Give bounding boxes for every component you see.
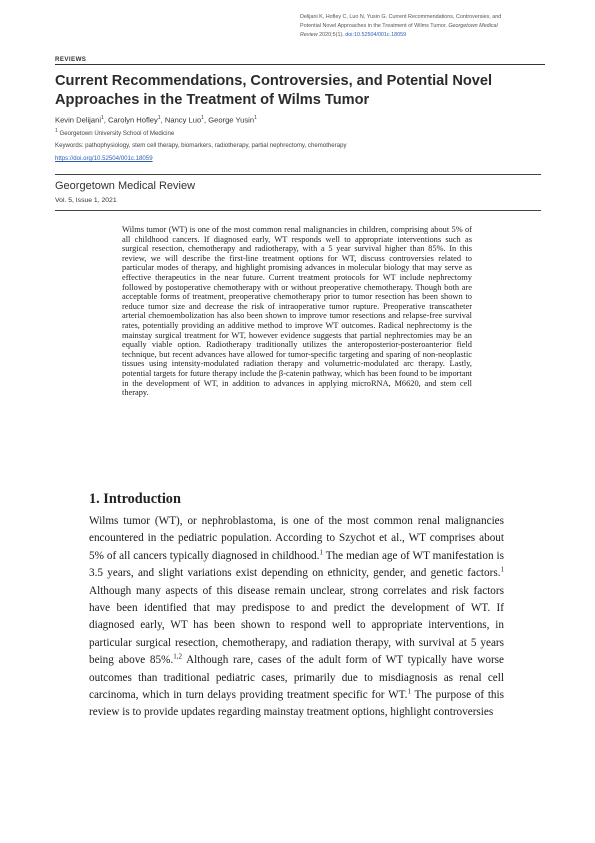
- author-name[interactable]: Kevin Delijani: [55, 115, 102, 125]
- intro-text-3: Although many aspects of this disease remain unclear, strong correlates and risk factors have been identified that may predispose to and predict the development of WT. If diagnosed early, WT has been shown to respond well to appropriate interventions, in particular surgical resection, chemotherapy, and radiation therapy, with survival at 5 years being above 85%.: [89, 584, 504, 667]
- running-head-citation-line2: [300, 22, 545, 31]
- running-head-doi-link[interactable]: doi:10.52504/001c.18059: [345, 31, 407, 38]
- intro-text-4: Although rare, cases of the adult form of WT typically have worse outcomes than traditional pediatric cases, primarily due to misdiagnosis as renal cell carcinoma, which in turn delays providing treatment specific for WT.: [89, 654, 504, 702]
- running-head-journal-cont: Review: [300, 31, 318, 38]
- author-name[interactable]: Nancy Luo: [164, 115, 202, 125]
- intro-text-1: Wilms tumor (WT), or nephroblastoma, is one of the most common renal malignancies encountered in the pediatric population. According to Szychot et al., WT comprises about 5% of all cancers typically diagnosed in childhood.: [89, 515, 504, 562]
- journal-name: Georgetown Medical Review: [55, 180, 196, 192]
- keywords-text: pathophysiology, stem cell therapy, biomarkers, radiotherapy, partial nephrectomy, chemotherapy: [83, 142, 347, 149]
- running-head-journal: Georgetown Medical: [448, 22, 498, 29]
- keywords: [55, 142, 545, 149]
- masthead-top-rule: [55, 174, 541, 175]
- running-head-citation-line3: [300, 31, 545, 40]
- running-head-volume: 2020;5(1).: [317, 31, 346, 38]
- running-head-citation: Delijani K, Hofley C, Luo N, Yusin G. Current Recommendations, Controversies, and: [300, 14, 502, 20]
- section-label: REVIEWS: [55, 56, 87, 63]
- running-head: [300, 13, 545, 39]
- affiliation-marker: 1: [55, 128, 58, 134]
- affiliation: [55, 128, 545, 137]
- running-head-title: Potential Novel Approaches in the Treatment of Wilms Tumor.: [300, 22, 449, 29]
- introduction-paragraph: [89, 513, 504, 843]
- citation-ref[interactable]: 1: [500, 565, 504, 574]
- author-affiliation-marker: 1: [201, 115, 204, 121]
- keywords-label: Keywords:: [55, 142, 84, 149]
- author-affiliation-marker: 1: [254, 115, 257, 121]
- author-affiliation-marker: 1: [157, 115, 161, 121]
- article-title: Current Recommendations, Controversies, and Potential Novel Approaches in the Treatment of Wilms Tumor: [55, 73, 493, 108]
- author-affiliation-marker: 1: [101, 115, 104, 121]
- abstract: Wilms tumor (WT) is one of the most common renal malignancies in children, comprising about 5% of all childhood cancers. If diagnosed early, WT responds well to appropriate interventions such as surgical resection, chemotherapy and radiotherapy, with a 5 year survival higher than 85%. In this review, we will describe the first-line treatment options for WT, discuss controversies related to particular modes of therapy, and highlight promising advances in molecular biology that may serve as effective therapeutics in the near future. Current treatment protocols for WT include nephrectomy followed by postoperative chemotherapy with or without preoperative chemotherapy. Though both are acceptable forms of treatment, preoperative chemotherapy prior to tumor resection has been shown to reduce tumor size and decrease the risk of intraoperative tumor rupture. Preoperative transcatheter arterial chemoembolization has also been shown to improve tumor resections and relapse-free survival rates, potentially providing an additive method to improve WT outcomes. Radical nephrectomy is the mainstay surgical treatment for WT, however evidence suggests that partial nephrectomies may be an equally viable option. Radiotherapy traditionally utilizes the anteroposterior-posteroanterior field technique, but recent advances have allowed for tumor-specific targeting and sparing of non-neoplastic tissues using intensity-modulated radiation therapy and volumetric-modulated arc therapy. Lastly, potential targets for future therapy include the β-catenin pathway, which has been found to be important in the development of WT, in addition to advances in applying microRNA, M6620, and stem cell therapy.: [122, 225, 472, 398]
- affiliation-text: Georgetown University School of Medicine: [59, 130, 175, 138]
- issue-info: Vol. 5, Issue 1, 2021: [55, 197, 117, 204]
- doi-link[interactable]: https://doi.org/10.52504/001c.18059: [55, 155, 153, 162]
- intro-text-2: The median age of WT manifestation is 3.5 years, and slight variations exist depending on ethnicity, gender, and genetic factors.: [89, 549, 504, 580]
- citation-ref[interactable]: 1: [319, 548, 323, 557]
- section-heading-introduction: 1. Introduction: [89, 491, 181, 507]
- masthead-bottom-rule: [55, 210, 541, 211]
- author-name[interactable]: George Yusin: [208, 115, 255, 125]
- section-divider: [55, 64, 545, 65]
- author-name[interactable]: Carolyn Hofley: [108, 115, 158, 125]
- author-list: Kevin Delijani$^1$, Carolyn Hofley$^1$, Nancy Luo$^1$, George Yusin$^1$: [55, 115, 257, 125]
- citation-ref[interactable]: 1: [407, 687, 411, 696]
- intro-text-5: The purpose of this review is to provide updates regarding mainstay treatment options, highlight controversies: [89, 689, 504, 719]
- citation-ref[interactable]: 1,2: [173, 652, 182, 661]
